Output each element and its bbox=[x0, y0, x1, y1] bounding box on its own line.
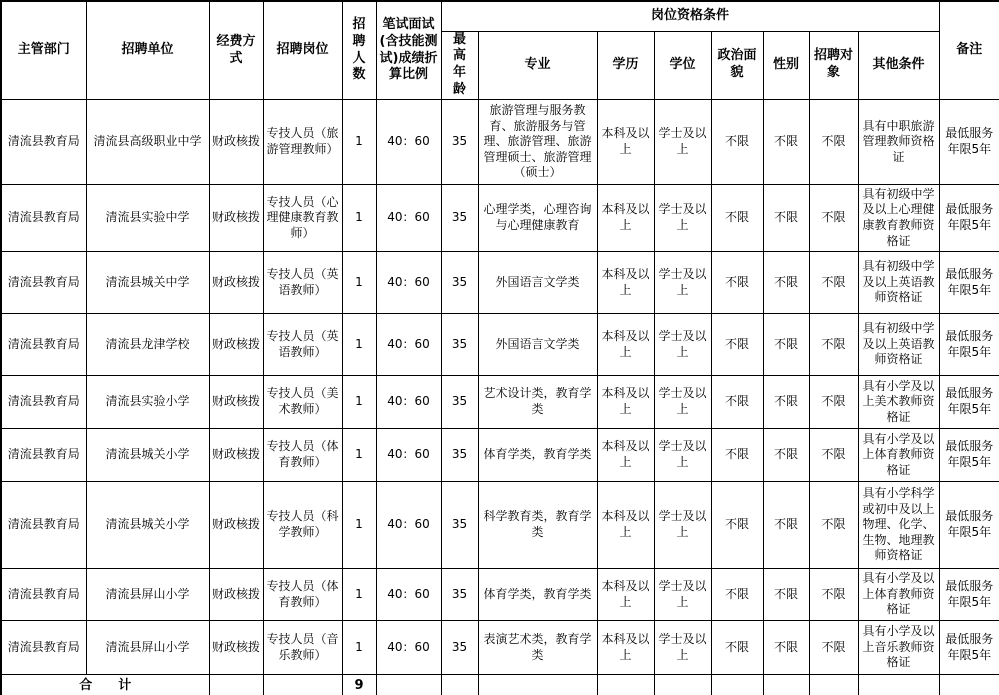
cell-funding: 财政核拨 bbox=[209, 429, 263, 482]
cell-ratio: 40：60 bbox=[376, 621, 441, 675]
cell-count: 1 bbox=[342, 314, 376, 376]
cell-count: 1 bbox=[342, 482, 376, 569]
cell-department: 清流县教育局 bbox=[1, 252, 86, 314]
cell-funding: 财政核拨 bbox=[209, 376, 263, 429]
cell-count: 1 bbox=[342, 621, 376, 675]
cell-funding: 财政核拨 bbox=[209, 100, 263, 185]
cell-major: 体育学类，教育学类 bbox=[478, 569, 597, 621]
cell-count: 1 bbox=[342, 429, 376, 482]
cell-remark: 最低服务年限5年 bbox=[939, 376, 999, 429]
cell-remark: 最低服务年限5年 bbox=[939, 621, 999, 675]
cell-count: 1 bbox=[342, 185, 376, 252]
cell-major: 旅游管理与服务教育、旅游服务与管理、旅游管理、旅游管理硕士、旅游管理（硕士） bbox=[478, 100, 597, 185]
cell-department: 清流县教育局 bbox=[1, 100, 86, 185]
cell-department: 清流县教育局 bbox=[1, 482, 86, 569]
total-empty-other bbox=[858, 675, 939, 695]
cell-funding: 财政核拨 bbox=[209, 621, 263, 675]
cell-position: 专技人员（音乐教师） bbox=[263, 621, 342, 675]
cell-unit: 清流县高级职业中学 bbox=[86, 100, 209, 185]
cell-major: 外国语言文学类 bbox=[478, 252, 597, 314]
total-empty-major bbox=[478, 675, 597, 695]
table-row bbox=[1, 314, 999, 376]
cell-count: 1 bbox=[342, 376, 376, 429]
cell-ratio: 40：60 bbox=[376, 429, 441, 482]
total-empty-funding bbox=[209, 675, 263, 695]
total-empty-max-age bbox=[441, 675, 478, 695]
col-header-ratio: 笔试面试(含技能测试)成绩折算比例 bbox=[376, 1, 441, 100]
cell-other: 具有初级中学及以上心理健康教育教师资格证 bbox=[858, 185, 939, 252]
total-empty-target bbox=[809, 675, 858, 695]
cell-political: 不限 bbox=[711, 185, 763, 252]
cell-count: 1 bbox=[342, 100, 376, 185]
total-empty-gender bbox=[763, 675, 809, 695]
cell-major: 艺术设计类，教育学类 bbox=[478, 376, 597, 429]
total-empty-position bbox=[263, 675, 342, 695]
col-header-position: 招聘岗位 bbox=[263, 1, 342, 100]
total-empty-political bbox=[711, 675, 763, 695]
col-header-max-age-label: 最高年龄 bbox=[452, 31, 466, 98]
cell-unit: 清流县屏山小学 bbox=[86, 569, 209, 621]
cell-education: 本科及以上 bbox=[597, 429, 654, 482]
cell-political: 不限 bbox=[711, 314, 763, 376]
cell-position: 专技人员（英语教师） bbox=[263, 314, 342, 376]
table-row bbox=[1, 100, 999, 185]
cell-other: 具有中职旅游管理教师资格证 bbox=[858, 100, 939, 185]
col-header-education: 学历 bbox=[597, 31, 654, 100]
cell-max-age: 35 bbox=[441, 185, 478, 252]
cell-department: 清流县教育局 bbox=[1, 429, 86, 482]
cell-education: 本科及以上 bbox=[597, 621, 654, 675]
cell-remark: 最低服务年限5年 bbox=[939, 482, 999, 569]
cell-unit: 清流县屏山小学 bbox=[86, 621, 209, 675]
cell-political: 不限 bbox=[711, 429, 763, 482]
cell-degree: 学士及以上 bbox=[654, 100, 711, 185]
cell-education: 本科及以上 bbox=[597, 314, 654, 376]
col-header-unit: 招聘单位 bbox=[86, 1, 209, 100]
cell-political: 不限 bbox=[711, 252, 763, 314]
cell-remark: 最低服务年限5年 bbox=[939, 429, 999, 482]
cell-department: 清流县教育局 bbox=[1, 376, 86, 429]
col-header-max-age bbox=[441, 31, 478, 100]
cell-max-age: 35 bbox=[441, 569, 478, 621]
col-header-count-label: 招聘人数 bbox=[352, 16, 366, 83]
cell-unit: 清流县城关小学 bbox=[86, 482, 209, 569]
table-row bbox=[1, 185, 999, 252]
cell-position: 专技人员（旅游管理教师） bbox=[263, 100, 342, 185]
cell-degree: 学士及以上 bbox=[654, 429, 711, 482]
cell-ratio: 40：60 bbox=[376, 252, 441, 314]
cell-count: 1 bbox=[342, 252, 376, 314]
cell-other: 具有小学及以上体育教师资格证 bbox=[858, 429, 939, 482]
cell-target: 不限 bbox=[809, 314, 858, 376]
total-label: 合 计 bbox=[1, 675, 209, 695]
cell-gender: 不限 bbox=[763, 100, 809, 185]
cell-funding: 财政核拨 bbox=[209, 569, 263, 621]
cell-funding: 财政核拨 bbox=[209, 482, 263, 569]
cell-education: 本科及以上 bbox=[597, 252, 654, 314]
cell-major: 心理学类，心理咨询与心理健康教育 bbox=[478, 185, 597, 252]
cell-funding: 财政核拨 bbox=[209, 252, 263, 314]
cell-gender: 不限 bbox=[763, 376, 809, 429]
cell-target: 不限 bbox=[809, 621, 858, 675]
cell-gender: 不限 bbox=[763, 569, 809, 621]
table-row bbox=[1, 376, 999, 429]
cell-gender: 不限 bbox=[763, 621, 809, 675]
cell-ratio: 40：60 bbox=[376, 100, 441, 185]
cell-major: 科学教育类，教育学类 bbox=[478, 482, 597, 569]
cell-degree: 学士及以上 bbox=[654, 252, 711, 314]
cell-funding: 财政核拨 bbox=[209, 185, 263, 252]
cell-target: 不限 bbox=[809, 429, 858, 482]
cell-department: 清流县教育局 bbox=[1, 621, 86, 675]
cell-education: 本科及以上 bbox=[597, 185, 654, 252]
cell-political: 不限 bbox=[711, 376, 763, 429]
cell-unit: 清流县龙津学校 bbox=[86, 314, 209, 376]
cell-gender: 不限 bbox=[763, 252, 809, 314]
cell-unit: 清流县实验小学 bbox=[86, 376, 209, 429]
cell-department: 清流县教育局 bbox=[1, 314, 86, 376]
cell-other: 具有初级中学及以上英语教师资格证 bbox=[858, 314, 939, 376]
cell-education: 本科及以上 bbox=[597, 376, 654, 429]
cell-target: 不限 bbox=[809, 569, 858, 621]
table-body bbox=[1, 100, 999, 675]
col-header-department: 主管部门 bbox=[1, 1, 86, 100]
cell-education: 本科及以上 bbox=[597, 100, 654, 185]
cell-education: 本科及以上 bbox=[597, 569, 654, 621]
cell-political: 不限 bbox=[711, 569, 763, 621]
cell-unit: 清流县城关中学 bbox=[86, 252, 209, 314]
cell-target: 不限 bbox=[809, 482, 858, 569]
col-header-funding: 经费方式 bbox=[209, 1, 263, 100]
cell-ratio: 40：60 bbox=[376, 569, 441, 621]
cell-position: 专技人员（体育教师） bbox=[263, 569, 342, 621]
cell-gender: 不限 bbox=[763, 185, 809, 252]
cell-department: 清流县教育局 bbox=[1, 185, 86, 252]
cell-other: 具有小学及以上美术教师资格证 bbox=[858, 376, 939, 429]
total-empty-education bbox=[597, 675, 654, 695]
cell-ratio: 40：60 bbox=[376, 376, 441, 429]
cell-degree: 学士及以上 bbox=[654, 621, 711, 675]
cell-target: 不限 bbox=[809, 100, 858, 185]
cell-remark: 最低服务年限5年 bbox=[939, 314, 999, 376]
cell-count: 1 bbox=[342, 569, 376, 621]
table-row bbox=[1, 252, 999, 314]
cell-max-age: 35 bbox=[441, 100, 478, 185]
cell-max-age: 35 bbox=[441, 376, 478, 429]
cell-remark: 最低服务年限5年 bbox=[939, 569, 999, 621]
cell-position: 专技人员（英语教师） bbox=[263, 252, 342, 314]
cell-remark: 最低服务年限5年 bbox=[939, 100, 999, 185]
cell-other: 具有小学及以上体育教师资格证 bbox=[858, 569, 939, 621]
cell-max-age: 35 bbox=[441, 314, 478, 376]
col-header-gender: 性别 bbox=[763, 31, 809, 100]
col-header-political: 政治面貌 bbox=[711, 31, 763, 100]
cell-max-age: 35 bbox=[441, 621, 478, 675]
cell-degree: 学士及以上 bbox=[654, 314, 711, 376]
col-header-major: 专业 bbox=[478, 31, 597, 100]
table-row bbox=[1, 482, 999, 569]
cell-degree: 学士及以上 bbox=[654, 482, 711, 569]
cell-target: 不限 bbox=[809, 185, 858, 252]
cell-position: 专技人员（体育教师） bbox=[263, 429, 342, 482]
total-empty-remark bbox=[939, 675, 999, 695]
total-empty-degree bbox=[654, 675, 711, 695]
col-header-count bbox=[342, 1, 376, 100]
col-header-other: 其他条件 bbox=[858, 31, 939, 100]
cell-unit: 清流县城关小学 bbox=[86, 429, 209, 482]
cell-position: 专技人员（科学教师） bbox=[263, 482, 342, 569]
cell-major: 表演艺术类，教育学类 bbox=[478, 621, 597, 675]
cell-department: 清流县教育局 bbox=[1, 569, 86, 621]
cell-max-age: 35 bbox=[441, 252, 478, 314]
cell-major: 外国语言文学类 bbox=[478, 314, 597, 376]
cell-remark: 最低服务年限5年 bbox=[939, 185, 999, 252]
cell-max-age: 35 bbox=[441, 429, 478, 482]
cell-funding: 财政核拨 bbox=[209, 314, 263, 376]
table-row bbox=[1, 569, 999, 621]
cell-position: 专技人员（美术教师） bbox=[263, 376, 342, 429]
cell-gender: 不限 bbox=[763, 482, 809, 569]
cell-political: 不限 bbox=[711, 482, 763, 569]
total-row bbox=[1, 675, 999, 695]
cell-unit: 清流县实验中学 bbox=[86, 185, 209, 252]
cell-target: 不限 bbox=[809, 252, 858, 314]
cell-degree: 学士及以上 bbox=[654, 569, 711, 621]
cell-other: 具有小学及以上音乐教师资格证 bbox=[858, 621, 939, 675]
col-header-target: 招聘对象 bbox=[809, 31, 858, 100]
cell-position: 专技人员（心理健康教育教师） bbox=[263, 185, 342, 252]
cell-degree: 学士及以上 bbox=[654, 376, 711, 429]
cell-target: 不限 bbox=[809, 376, 858, 429]
cell-gender: 不限 bbox=[763, 314, 809, 376]
cell-education: 本科及以上 bbox=[597, 482, 654, 569]
cell-ratio: 40：60 bbox=[376, 185, 441, 252]
cell-political: 不限 bbox=[711, 100, 763, 185]
col-header-remark: 备注 bbox=[939, 1, 999, 100]
cell-other: 具有小学科学或初中及以上物理、化学、生物、地理教师资格证 bbox=[858, 482, 939, 569]
cell-remark: 最低服务年限5年 bbox=[939, 252, 999, 314]
cell-ratio: 40：60 bbox=[376, 482, 441, 569]
col-header-degree: 学位 bbox=[654, 31, 711, 100]
cell-ratio: 40：60 bbox=[376, 314, 441, 376]
table-row bbox=[1, 621, 999, 675]
total-empty-ratio bbox=[376, 675, 441, 695]
cell-gender: 不限 bbox=[763, 429, 809, 482]
cell-other: 具有初级中学及以上英语教师资格证 bbox=[858, 252, 939, 314]
cell-max-age: 35 bbox=[441, 482, 478, 569]
table-row bbox=[1, 429, 999, 482]
total-count: 9 bbox=[342, 675, 376, 695]
cell-political: 不限 bbox=[711, 621, 763, 675]
col-header-qualification-group: 岗位资格条件 bbox=[441, 1, 939, 31]
cell-major: 体育学类，教育学类 bbox=[478, 429, 597, 482]
cell-degree: 学士及以上 bbox=[654, 185, 711, 252]
